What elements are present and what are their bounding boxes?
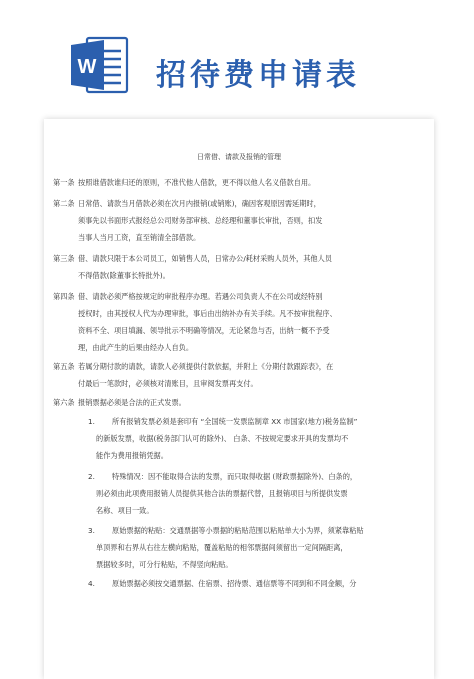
article-3-label: 第三条: [53, 254, 75, 263]
article-3-line-2: 不得借款(除董事长特批外)。: [78, 271, 170, 280]
item-3-number: 3.: [88, 526, 95, 535]
article-1-line-1: 按照谁借款谁归还的原则，不准代他人借款，更不得以他人名义借款自用。: [78, 178, 316, 187]
article-5-line-1: 若属分期付款的请款，请款人必须提供付款依据，并附上《分期付款跟踪表》，在: [78, 362, 334, 371]
article-4-label: 第四条: [53, 292, 75, 301]
item-3-line-2: 单顶界和右界从右往左横向粘贴，覆盖粘贴的相邻票据间须留出一定间隔距离，: [96, 543, 348, 552]
item-3-line-1: 原始票据的粘贴：交通票据等小票据的粘贴范围以粘贴单大小为界，须紧靠粘贴: [112, 526, 364, 535]
item-2-line-1: 特殊情况：因不能取得合法的发票，而只取得收据 (财政票据除外)、白条的，: [112, 472, 358, 481]
article-2-line-1: 日常借、请款当月借款必须在次月内报销(或销账)，确因客观原因需延期时，: [78, 199, 321, 208]
article-1-label: 第一条: [53, 178, 75, 187]
logo-letter: W: [77, 56, 97, 78]
document-title: 日常借、请款及报销的管理: [197, 153, 281, 161]
article-6-label: 第六条: [53, 398, 75, 407]
article-5-line-2: 付最后一笔款时，必须核对清账目，且审阅发票再支付。: [78, 379, 258, 388]
article-4-line-1: 借、请款必须严格按规定的审批程序办理。若遇公司负责人不在公司或经特别: [78, 292, 323, 301]
item-2-line-3: 名称、项目一致。: [96, 506, 154, 515]
item-3-line-3: 票据较多时，可分行粘贴，不得竖向粘贴。: [96, 560, 233, 569]
banner-title: 招待费申请表: [156, 58, 360, 93]
article-2-line-2: 须事先以书面形式报经总公司财务部审核、总经理和董事长审批，否则，扣发: [78, 216, 323, 225]
document-page: [44, 119, 434, 679]
article-6-line-1: 报销票据必须是合法的正式发票。: [78, 398, 186, 407]
item-1-line-3: 能作为费用报销凭据。: [96, 451, 168, 460]
article-2-label: 第二条: [53, 199, 75, 208]
item-4-line-1: 原始票据必须按交通票据、住宿票、招待票、通信票等不同到和不同金额，分: [112, 579, 357, 588]
article-4-line-4: 理，由此产生的后果由经办人自负。: [78, 343, 194, 352]
item-2-number: 2.: [88, 472, 95, 481]
item-1-line-1: 所有报销发票必须是套印有 “全国统一发票监制章 XX 市国家(地方)税务监制”: [112, 417, 358, 426]
article-3-line-1: 借、请款只限于本公司员工，如销售人员，日常办公/耗材采购人员外，其他人员: [78, 254, 332, 263]
item-2-line-2: 则必须由此项费用报销人员提供其他合法的票据代替，且报销项目与所提供发票: [96, 489, 348, 498]
item-1-number: 1.: [88, 417, 95, 426]
article-2-line-3: 当事人当月工资，直至销清全部借款。: [78, 233, 201, 242]
word-document-icon: [69, 34, 129, 96]
article-5-label: 第五条: [53, 362, 75, 371]
banner: [0, 0, 474, 108]
article-4-line-2: 授权时，由其授权人代为办理审批，事后由出纳补办有关手续。凡不按审批程序、: [78, 309, 337, 318]
item-4-number: 4.: [88, 579, 95, 588]
item-1-line-2: 的新版发票，收据(税务部门认可的除外)、 白条、不按规定要求开具的发票均不: [96, 434, 349, 443]
article-4-line-3: 资料不全、项目填漏、领导批示不明确等情况，无论紧急与否，出纳一概不予受: [78, 326, 330, 335]
